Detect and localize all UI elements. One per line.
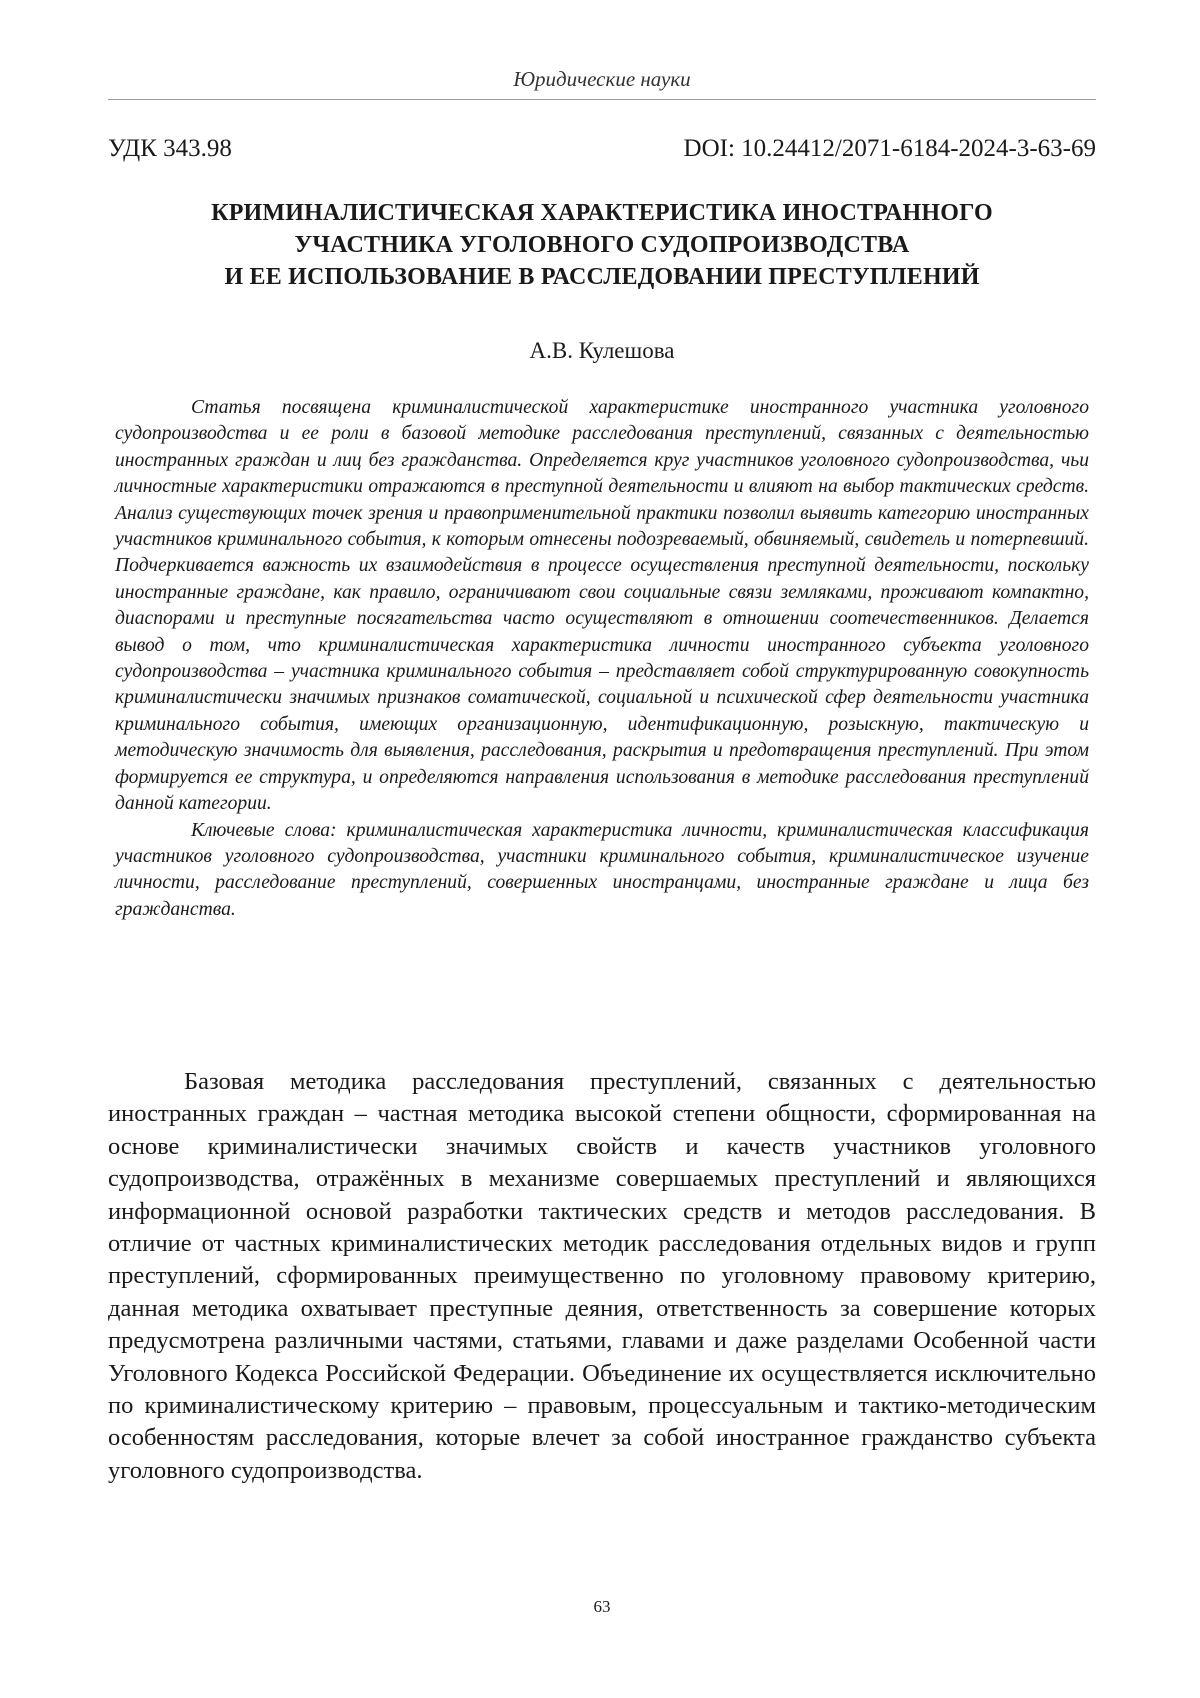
title-line: КРИМИНАЛИСТИЧЕСКАЯ ХАРАКТЕРИСТИКА ИНОСТРАННОГО: [211, 200, 993, 226]
article-author: А.В. Кулешова: [529, 338, 675, 363]
article-title: [108, 197, 1096, 293]
header-rule: [108, 99, 1096, 100]
doi-code: DOI: 10.24412/2071-6184-2024-3-63-69: [683, 135, 1096, 162]
page-number: 63: [593, 1597, 611, 1616]
body-paragraph: Базовая методика расследования преступлений, связанных с деятельностью иностранных граждан – частная методика высокой степени общности, сформированная на основе криминалистически значимых свойств и качеств участников уголовного судопроизводства, отражённых в механизме совершаемых преступлений и являющихся информационной основой разработки тактических средств и методов расследования. В отличие от частных криминалистических методик расследования отдельных видов и групп преступлений, сформированных преимущественно по уголовному правовому критерию, данная методика охватывает преступные деяния, ответственность за совершение которых предусмотрена различными частями, статьями, главами и даже разделами Особенной части Уголовного Кодекса Российской Федерации. Объединение их осуществляется исключительно по криминалистическому критерию – правовым, процессуальным и тактико-методическим особенностям расследования, которые влечет за собой иностранное гражданство субъекта уголовного судопроизводства.: [108, 1068, 1096, 1484]
running-head: Юридические науки: [513, 67, 691, 91]
abstract: [115, 395, 1089, 923]
keywords: Ключевые слова: криминалистическая характеристика личности, криминалистическая классификация участников уголовного судопроизводства, участники криминального события, криминалистическое изучение личности, расследование преступлений, совершенных иностранцами, иностранные граждане и лица без гражданства.: [115, 819, 1089, 920]
title-line: УЧАСТНИКА УГОЛОВНОГО СУДОПРОИЗВОДСТВА: [294, 232, 910, 258]
udk-code: УДК 343.98: [108, 135, 232, 162]
abstract-text: Статья посвящена криминалистической характеристике иностранного участника уголовного судопроизводства и ее роли в базовой методике расследования преступлений, связанных с деятельностью иностранных граждан и лиц без гражданства. Определяется круг участников уголовного судопроизводства, чьи личностные характеристики отражаются в преступной деятельности и влияют на выбор тактических средств. Анализ существующих точек зрения и правоприменительной практики позволил выявить категорию иностранных участников криминального события, к которым отнесены подозреваемый, обвиняемый, свидетель и потерпевший. Подчеркивается важность их взаимодействия в процессе осуществления преступной деятельности, поскольку иностранные граждане, как правило, ограничивают свои социальные связи земляками, проживают компактно, диаспорами и преступные посягательства часто осуществляют в отношении соотечественников. Делается вывод о том, что криминалистическая характеристика личности иностранного субъекта уголовного судопроизводства – участника криминального события – представляет собой структурированную совокупность криминалистически значимых признаков соматической, социальной и психической сфер деятельности участника криминального события, имеющих организационную, идентификационную, розыскную, тактическую и методическую значимость для выявления, расследования, раскрытия и предотвращения преступлений. При этом формируется ее структура, и определяются направления использования в методике расследования преступлений данной категории.: [115, 397, 1089, 815]
article-body: [108, 1066, 1096, 1487]
title-line: И ЕЕ ИСПОЛЬЗОВАНИЕ В РАССЛЕДОВАНИИ ПРЕСТУПЛЕНИЙ: [224, 264, 980, 290]
